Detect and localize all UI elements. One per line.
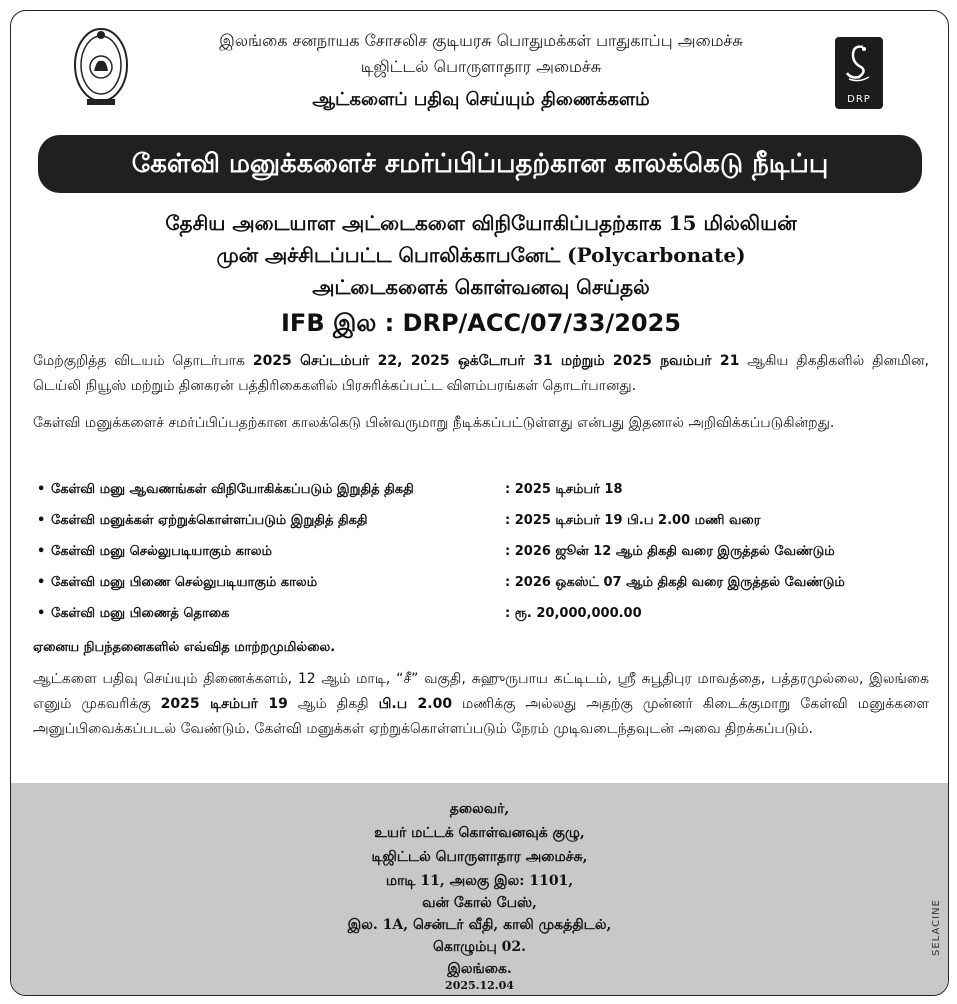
submission-text: ஆம் திகதி: [287, 696, 379, 712]
schedule-value: : 2026 ஜூன் 12 ஆம் திகதி வரை இருத்தல் வேண்டும்: [505, 544, 835, 559]
advertisement-frame: [10, 10, 949, 996]
footer-line: இலங்கை.: [447, 961, 512, 977]
schedule-value: : 2025 டிசம்பர் 19 பி.ப 2.00 மணி வரை: [505, 513, 761, 528]
schedule-label: கேள்வி மனு செல்லுபடியாகும் காலம்: [51, 544, 272, 559]
ifb-number: IFB இல : DRP/ACC/07/33/2025: [281, 309, 681, 337]
list-item: [33, 570, 933, 601]
bullet: •: [37, 575, 46, 590]
header-department-name: ஆட்களைப் பதிவு செய்யும் திணைக்களம்: [312, 89, 650, 110]
reference-paragraph: [33, 349, 929, 399]
footer-line: தலைவர்,: [449, 801, 510, 817]
tender-title-line1: தேசிய அடையாள அட்டைகளை விநியோகிப்பதற்காக 15 மில்லியன்: [165, 211, 797, 235]
submission-time: பி.ப 2.00: [378, 696, 453, 712]
submission-text-end: மணிக்கு அல்லது அதற்கு முன்னர் கிடைக்குமாறு கேள்வி மனுக்களை அனுப்பிவைக்கப்படல் வேண்டும். கேள்வி மனுக்கள் ஏற்றுக்கொள்ளப்படும் நேரம் முடிவடைந்தவுடன் அவை திறக்கப்படும்.: [33, 696, 930, 737]
list-item: [33, 477, 933, 508]
submission-date: 2025 டிசம்பர் 19: [160, 696, 288, 712]
list-item: [33, 508, 933, 539]
footer-line: வன் கோல் பேஸ்,: [422, 895, 537, 911]
header: [11, 11, 948, 123]
reference-paragraph-start: மேற்குறித்த விடயம் தொடர்பாக: [33, 353, 253, 369]
extension-paragraph: கேள்வி மனுக்களைச் சமர்ப்பிப்பதற்கான காலக்கெடு பின்வருமாறு நீடிக்கப்பட்டுள்ளது என்பது இதனால் அறிவிக்கப்படுகின்றது.: [33, 415, 835, 431]
footer-line: கொழும்பு 02.: [432, 939, 527, 955]
footer-address: [11, 783, 948, 995]
list-item: [33, 539, 933, 570]
drp-logo: [835, 37, 883, 109]
schedule-list: [33, 477, 933, 632]
footer-line: இல. 1A, சென்டர் வீதி, காலி முகத்திடல்,: [347, 917, 612, 933]
footer-line: உயர் மட்டக் கொள்வனவுக் குழு,: [374, 825, 585, 841]
submission-paragraph: [33, 667, 929, 742]
header-ministry-line: இலங்கை சனநாயக சோசலிச குடியரசு பொதுமக்கள் பாதுகாப்பு அமைச்சு: [219, 31, 743, 50]
conditions-note: ஏனைய நிபந்தனைகளில் எவ்வித மாற்றமுமில்லை.: [33, 640, 336, 655]
reference-paragraph-end: ஆகிய திகதிகளில் தினமின, டெய்லி நியூஸ் மற்றும் தினகரன் பத்திரிகைகளில் பிரசுரிக்கப்பட்ட விளம்பரங்கள் தொடர்பானது.: [33, 353, 929, 394]
bullet: •: [37, 482, 46, 497]
tender-title-line3: அட்டைகளைக் கொள்வனவு செய்தல்: [312, 275, 650, 299]
schedule-label: கேள்வி மனுக்கள் ஏற்றுக்கொள்ளப்படும் இறுதித் திகதி: [51, 513, 368, 528]
schedule-value: : ரூ. 20,000,000.00: [505, 606, 642, 621]
schedule-label: கேள்வி மனு ஆவணங்கள் விநியோகிக்கப்படும் இறுதித் திகதி: [51, 482, 414, 497]
bullet: •: [37, 606, 46, 621]
vendor-credit-text: SELACINE: [931, 899, 942, 956]
header-ministry-sub-line: டிஜிட்டல் பொருளாதார அமைச்சு: [360, 57, 602, 76]
vendor-credit: [919, 846, 942, 956]
tender-title: [51, 207, 911, 303]
bullet: •: [37, 513, 46, 528]
swan-logo-icon: [843, 43, 875, 83]
schedule-value: : 2025 டிசம்பர் 18: [505, 482, 623, 497]
schedule-value: : 2026 ஒகஸ்ட் 07 ஆம் திகதி வரை இருத்தல் வேண்டும்: [505, 575, 845, 590]
footer-date: 2025.12.04: [445, 979, 514, 992]
drp-logo-text: DRP: [847, 94, 871, 105]
bullet: •: [37, 544, 46, 559]
list-item: [33, 601, 933, 632]
sri-lanka-emblem-icon: [73, 25, 129, 109]
publication-dates: 2025 செப்டம்பர் 22, 2025 ஒக்டோபர் 31 மற்றும் 2025 நவம்பர் 21: [252, 353, 740, 369]
footer-line: மாடி 11, அலகு இல: 1101,: [385, 873, 574, 889]
tender-title-line2: முன் அச்சிடப்பட்ட பொலிக்காபனேட் (Polycarbonate): [216, 243, 746, 267]
footer-line: டிஜிட்டல் பொருளாதார அமைச்சு,: [371, 849, 588, 865]
schedule-label: கேள்வி மனு பிணை செல்லுபடியாகும் காலம்: [51, 575, 318, 590]
submission-address: ஆட்களை பதிவு செய்யும் திணைக்களம், 12 ஆம் மாடி, “சீ” வகுதி, சுஹுருபாய கட்டிடம், ஸ்ரீ சுபூதிபுர மாவத்தை, பத்தரமுல்லை, இலங்கை எனும் முகவரிக்கு: [33, 671, 929, 712]
schedule-label: கேள்வி மனு பிணைத் தொகை: [51, 606, 230, 621]
notice-banner: கேள்வி மனுக்களைச் சமர்ப்பிப்பதற்கான காலக்கெடு நீடிப்பு: [38, 135, 922, 193]
